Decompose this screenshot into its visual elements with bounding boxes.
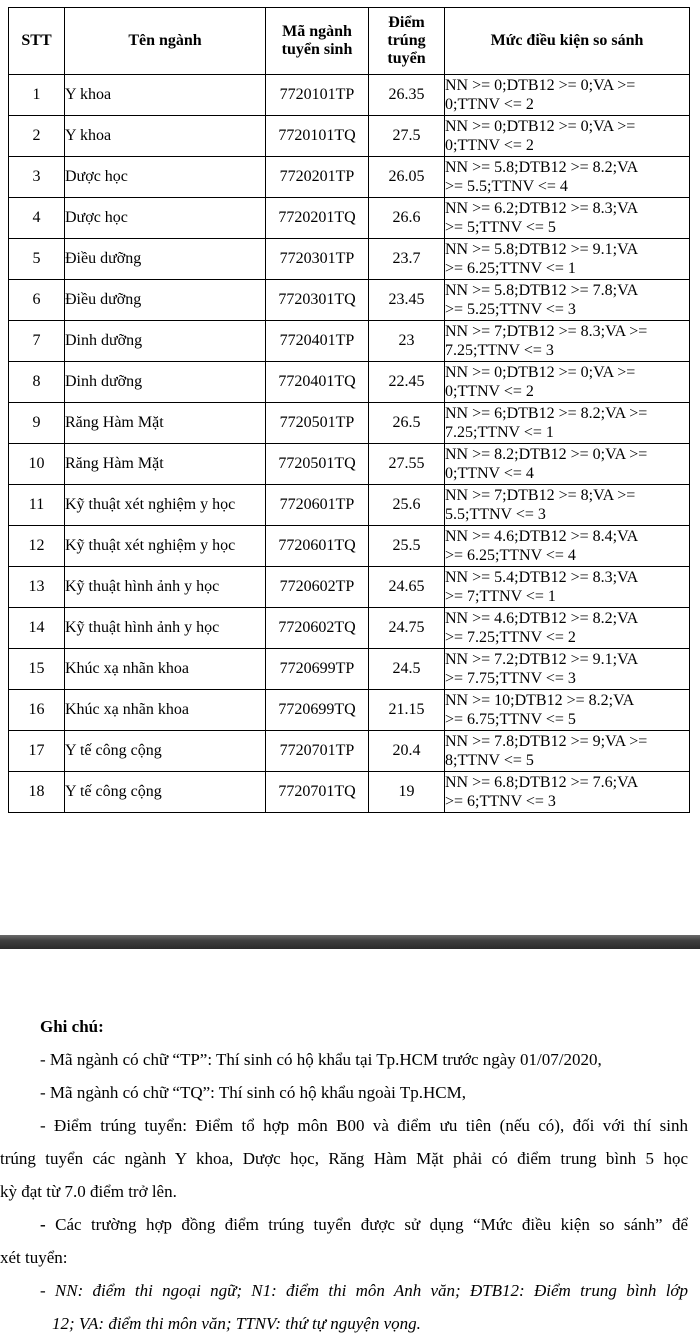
- table-row: [9, 649, 690, 690]
- condition-line1: NN >= 0;DTB12 >= 0;VA >=: [445, 77, 636, 94]
- note-tie-dash: -: [40, 1215, 46, 1234]
- note-legend-line2: 12; VA: điểm thi môn văn; TTNV: thứ tự nguyện vọng.: [52, 1314, 421, 1333]
- table-row: [9, 772, 690, 813]
- cell-major-name: Dược học: [65, 157, 266, 198]
- note-tie-line1: [0, 1208, 700, 1241]
- cell-admission-score: 24.75: [369, 608, 445, 649]
- header-score-line2: trúng: [387, 32, 426, 49]
- cell-major-code: 7720701TP: [266, 731, 369, 772]
- cell-major-code: 7720401TP: [266, 321, 369, 362]
- cell-major-code: 7720301TP: [266, 239, 369, 280]
- cell-stt: 8: [9, 362, 65, 403]
- table-row: [9, 731, 690, 772]
- cell-admission-score: 23: [369, 321, 445, 362]
- cell-major-code: 7720699TP: [266, 649, 369, 690]
- cell-admission-score: 26.05: [369, 157, 445, 198]
- cell-stt: 13: [9, 567, 65, 608]
- condition-line2: 0;TTNV <= 2: [445, 383, 534, 400]
- cell-comparison-conditions: [445, 280, 690, 321]
- cell-comparison-conditions: [445, 649, 690, 690]
- cell-admission-score: 27.5: [369, 116, 445, 157]
- condition-line1: NN >= 4.6;DTB12 >= 8.4;VA: [445, 528, 639, 545]
- cell-stt: 1: [9, 75, 65, 116]
- table-row: [9, 403, 690, 444]
- cell-comparison-conditions: [445, 75, 690, 116]
- header-code-line2: tuyển sinh: [281, 41, 353, 58]
- cell-major-name: Kỹ thuật hình ảnh y học: [65, 608, 266, 649]
- cell-major-code: 7720699TQ: [266, 690, 369, 731]
- table-row: [9, 444, 690, 485]
- cell-comparison-conditions: [445, 403, 690, 444]
- cell-major-name: Dinh dưỡng: [65, 321, 266, 362]
- table-row: [9, 321, 690, 362]
- table-row: [9, 526, 690, 567]
- note-tp: - Mã ngành có chữ “TP”: Thí sinh có hộ khẩu tại Tp.HCM trước ngày 01/07/2020,: [40, 1050, 602, 1069]
- table-row: [9, 157, 690, 198]
- condition-line2: 7.25;TTNV <= 1: [445, 424, 554, 441]
- cell-major-code: 7720301TQ: [266, 280, 369, 321]
- cell-comparison-conditions: [445, 444, 690, 485]
- cell-admission-score: 21.15: [369, 690, 445, 731]
- condition-line2: >= 7.75;TTNV <= 3: [445, 670, 576, 687]
- table-row: [9, 485, 690, 526]
- table-row: [9, 198, 690, 239]
- condition-line2: >= 6.25;TTNV <= 4: [445, 547, 576, 564]
- cell-major-code: 7720101TP: [266, 75, 369, 116]
- note-tq: - Mã ngành có chữ “TQ”: Thí sinh có hộ khẩu ngoài Tp.HCM,: [40, 1083, 466, 1102]
- condition-line1: NN >= 4.6;DTB12 >= 8.2;VA: [445, 610, 639, 627]
- cell-major-name: Kỹ thuật hình ảnh y học: [65, 567, 266, 608]
- cell-major-name: Y khoa: [65, 116, 266, 157]
- table-row: [9, 75, 690, 116]
- header-major-code: [266, 8, 369, 75]
- cell-stt: 6: [9, 280, 65, 321]
- cell-major-code: 7720501TQ: [266, 444, 369, 485]
- cell-admission-score: 25.6: [369, 485, 445, 526]
- header-major-name: Tên ngành: [65, 8, 266, 75]
- cell-stt: 4: [9, 198, 65, 239]
- condition-line2: 0;TTNV <= 2: [445, 137, 534, 154]
- header-stt: STT: [9, 8, 65, 75]
- condition-line1: NN >= 7;DTB12 >= 8;VA >=: [445, 487, 636, 504]
- cell-admission-score: 26.6: [369, 198, 445, 239]
- cell-comparison-conditions: [445, 116, 690, 157]
- table-body: [9, 75, 690, 813]
- cell-comparison-conditions: [445, 772, 690, 813]
- cell-comparison-conditions: [445, 362, 690, 403]
- header-comparison-conditions: Mức điều kiện so sánh: [445, 8, 690, 75]
- cell-admission-score: 24.65: [369, 567, 445, 608]
- header-code-line1: Mã ngành: [282, 23, 352, 40]
- condition-line2: 5.5;TTNV <= 3: [445, 506, 546, 523]
- cell-admission-score: 26.35: [369, 75, 445, 116]
- cell-major-name: Dược học: [65, 198, 266, 239]
- condition-line2: >= 6.75;TTNV <= 5: [445, 711, 576, 728]
- condition-line1: NN >= 7.2;DTB12 >= 9.1;VA: [445, 651, 639, 668]
- cell-stt: 3: [9, 157, 65, 198]
- cell-admission-score: 23.45: [369, 280, 445, 321]
- condition-line1: NN >= 6;DTB12 >= 8.2;VA >=: [445, 405, 648, 422]
- cell-major-name: Răng Hàm Mặt: [65, 403, 266, 444]
- cell-major-name: Răng Hàm Mặt: [65, 444, 266, 485]
- cell-major-code: 7720101TQ: [266, 116, 369, 157]
- condition-line1: NN >= 5.8;DTB12 >= 9.1;VA: [445, 241, 639, 258]
- note-score-line2: trúng tuyển các ngành Y khoa, Dược học, Răng Hàm Mặt phải có điểm trung bình 5 học: [0, 1149, 688, 1168]
- cell-admission-score: 26.5: [369, 403, 445, 444]
- header-score-line3: tuyển: [387, 50, 426, 67]
- cell-comparison-conditions: [445, 526, 690, 567]
- cell-stt: 16: [9, 690, 65, 731]
- cell-comparison-conditions: [445, 239, 690, 280]
- condition-line2: 7.25;TTNV <= 3: [445, 342, 554, 359]
- condition-line1: NN >= 8.2;DTB12 >= 0;VA >=: [445, 446, 648, 463]
- cell-admission-score: 24.5: [369, 649, 445, 690]
- note-tie-line2: xét tuyển:: [0, 1248, 68, 1267]
- cell-comparison-conditions: [445, 485, 690, 526]
- condition-line2: 8;TTNV <= 5: [445, 752, 534, 769]
- table-row: [9, 690, 690, 731]
- cell-stt: 12: [9, 526, 65, 567]
- cell-admission-score: 19: [369, 772, 445, 813]
- cell-major-name: Kỹ thuật xét nghiệm y học: [65, 485, 266, 526]
- condition-line1: NN >= 5.8;DTB12 >= 7.8;VA: [445, 282, 639, 299]
- cell-stt: 17: [9, 731, 65, 772]
- condition-line2: 0;TTNV <= 2: [445, 96, 534, 113]
- admission-results-table: [8, 7, 690, 813]
- condition-line1: NN >= 10;DTB12 >= 8.2;VA: [445, 692, 635, 709]
- cell-comparison-conditions: [445, 321, 690, 362]
- condition-line1: NN >= 5.4;DTB12 >= 8.3;VA: [445, 569, 639, 586]
- table-header-row: [9, 8, 690, 75]
- condition-line2: >= 7;TTNV <= 1: [445, 588, 556, 605]
- table-row: [9, 608, 690, 649]
- cell-major-code: 7720701TQ: [266, 772, 369, 813]
- cell-major-code: 7720201TQ: [266, 198, 369, 239]
- cell-stt: 11: [9, 485, 65, 526]
- condition-line2: >= 7.25;TTNV <= 2: [445, 629, 576, 646]
- cell-stt: 5: [9, 239, 65, 280]
- cell-stt: 9: [9, 403, 65, 444]
- cell-comparison-conditions: [445, 731, 690, 772]
- cell-comparison-conditions: [445, 567, 690, 608]
- cell-comparison-conditions: [445, 198, 690, 239]
- header-score-line1: Điểm: [388, 14, 425, 31]
- note-score-line1: - Điểm trúng tuyển: Điểm tổ hợp môn B00 và điểm ưu tiên (nếu có), đối với thí sinh: [40, 1116, 688, 1135]
- cell-major-name: Điều dưỡng: [65, 239, 266, 280]
- cell-admission-score: 25.5: [369, 526, 445, 567]
- header-admission-score: [369, 8, 445, 75]
- table-row: [9, 239, 690, 280]
- condition-line1: NN >= 7;DTB12 >= 8.3;VA >=: [445, 323, 648, 340]
- cell-major-code: 7720401TQ: [266, 362, 369, 403]
- table-row: [9, 116, 690, 157]
- cell-major-name: Khúc xạ nhãn khoa: [65, 649, 266, 690]
- cell-major-name: Dinh dưỡng: [65, 362, 266, 403]
- cell-major-code: 7720501TP: [266, 403, 369, 444]
- cell-major-code: 7720601TP: [266, 485, 369, 526]
- note-tie-text: Các trường hợp đồng điểm trúng tuyển được sử dụng “Mức điều kiện so sánh” để: [55, 1215, 689, 1234]
- cell-admission-score: 22.45: [369, 362, 445, 403]
- condition-line2: >= 6.25;TTNV <= 1: [445, 260, 576, 277]
- cell-major-code: 7720201TP: [266, 157, 369, 198]
- note-score-line3: kỳ đạt từ 7.0 điểm trở lên.: [0, 1182, 177, 1201]
- cell-admission-score: 20.4: [369, 731, 445, 772]
- condition-line2: 0;TTNV <= 4: [445, 465, 534, 482]
- cell-stt: 10: [9, 444, 65, 485]
- cell-major-name: Y tế công cộng: [65, 731, 266, 772]
- table-row: [9, 280, 690, 321]
- cell-major-name: Kỹ thuật xét nghiệm y học: [65, 526, 266, 567]
- condition-line2: >= 5.25;TTNV <= 3: [445, 301, 576, 318]
- cell-major-name: Điều dưỡng: [65, 280, 266, 321]
- cell-major-name: Y khoa: [65, 75, 266, 116]
- condition-line1: NN >= 6.2;DTB12 >= 8.3;VA: [445, 200, 639, 217]
- cell-major-name: Khúc xạ nhãn khoa: [65, 690, 266, 731]
- table-row: [9, 567, 690, 608]
- page-divider: [0, 935, 700, 949]
- cell-major-name: Y tế công cộng: [65, 772, 266, 813]
- condition-line2: >= 5;TTNV <= 5: [445, 219, 556, 236]
- condition-line2: >= 6;TTNV <= 3: [445, 793, 556, 810]
- cell-comparison-conditions: [445, 157, 690, 198]
- condition-line1: NN >= 6.8;DTB12 >= 7.6;VA: [445, 774, 639, 791]
- table-row: [9, 362, 690, 403]
- condition-line2: >= 5.5;TTNV <= 4: [445, 178, 568, 195]
- notes-title: Ghi chú:: [40, 1017, 104, 1036]
- condition-line1: NN >= 0;DTB12 >= 0;VA >=: [445, 118, 636, 135]
- cell-admission-score: 27.55: [369, 444, 445, 485]
- cell-comparison-conditions: [445, 690, 690, 731]
- cell-admission-score: 23.7: [369, 239, 445, 280]
- cell-stt: 2: [9, 116, 65, 157]
- cell-major-code: 7720602TP: [266, 567, 369, 608]
- condition-line1: NN >= 7.8;DTB12 >= 9;VA >=: [445, 733, 648, 750]
- condition-line1: NN >= 5.8;DTB12 >= 8.2;VA: [445, 159, 639, 176]
- cell-stt: 15: [9, 649, 65, 690]
- cell-stt: 7: [9, 321, 65, 362]
- cell-stt: 18: [9, 772, 65, 813]
- cell-major-code: 7720601TQ: [266, 526, 369, 567]
- notes-section: [0, 1010, 700, 1340]
- cell-stt: 14: [9, 608, 65, 649]
- cell-major-code: 7720602TQ: [266, 608, 369, 649]
- note-legend-line1: - NN: điểm thi ngoại ngữ; N1: điểm thi môn Anh văn; ĐTB12: Điểm trung bình lớp: [40, 1281, 688, 1300]
- condition-line1: NN >= 0;DTB12 >= 0;VA >=: [445, 364, 636, 381]
- cell-comparison-conditions: [445, 608, 690, 649]
